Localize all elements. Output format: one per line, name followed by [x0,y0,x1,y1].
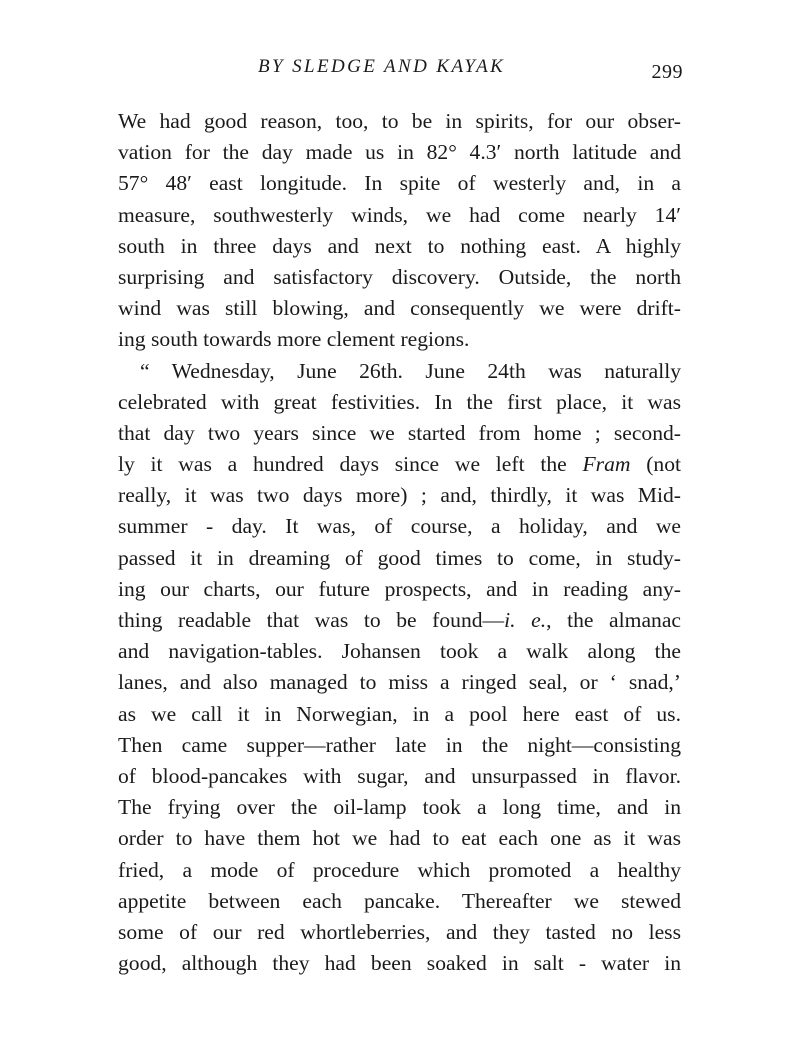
text-span: thing readable that was to be found— [118,608,505,632]
text-line: good, although they had been soaked in salt - water in [118,951,681,976]
text-line: ing our charts, our future prospects, and in reading any- [118,576,681,601]
text-line: south in three days and next to nothing east. A highly [118,233,681,258]
text-line: that day two years since we started from home ; second- [118,420,681,445]
text-line: Then came supper—rather late in the night—consisting [118,732,681,757]
text-line: We had good reason, too, to be in spirits, for our obser- [118,109,681,133]
text-line [118,449,681,480]
text-line: lanes, and also managed to miss a ringed seal, or ‘ snad,’ [118,670,681,695]
text-line: passed it in dreaming of good times to come, in study- [118,545,681,570]
text-line: surprising and satisfactory discovery. Outside, the north [118,264,681,289]
text-line [118,605,681,636]
text-line: The frying over the oil-lamp took a long time, and in [118,795,681,820]
text-span: , the almanac [546,608,681,632]
text-line: of blood-pancakes with sugar, and unsurpassed in flavor. [118,763,681,788]
text-line: celebrated with great festivities. In the first place, it was [118,389,681,414]
text-line: measure, southwesterly winds, we had come nearly 14′ [118,202,681,227]
paragraph-start-line: “ Wednesday, June 26th. June 24th was naturally [140,358,681,383]
text-line: and navigation-tables. Johansen took a walk along the [118,639,681,664]
page-header [118,56,683,86]
body-text [118,106,681,979]
text-line: as we call it in Norwegian, in a pool here east of us. [118,701,681,726]
text-line: wind was still blowing, and consequently we were drift- [118,296,681,321]
text-span: (not [630,452,681,477]
running-title: BY SLEDGE AND KAYAK [258,56,506,77]
text-line: ing south towards more clement regions. [118,327,470,352]
page-number: 299 [651,61,683,83]
text-line: really, it was two days more) ; and, thirdly, it was Mid- [118,483,681,508]
abbreviation: i. e. [504,608,547,632]
text-line: order to have them hot we had to eat each one as it was [118,826,681,851]
text-line: fried, a mode of procedure which promoted a healthy [118,857,681,882]
text-line: some of our red whortleberries, and they tasted no less [118,919,681,944]
ship-name: Fram [582,452,631,477]
text-line: vation for the day made us in 82° 4.3′ north latitude and [118,140,681,165]
text-line: appetite between each pancake. Thereafter we stewed [118,888,681,913]
text-line: summer - day. It was, of course, a holiday, and we [118,514,681,539]
text-span: ly it was a hundred days since we left the [118,452,583,477]
text-line: 57° 48′ east longitude. In spite of westerly and, in a [118,171,681,196]
